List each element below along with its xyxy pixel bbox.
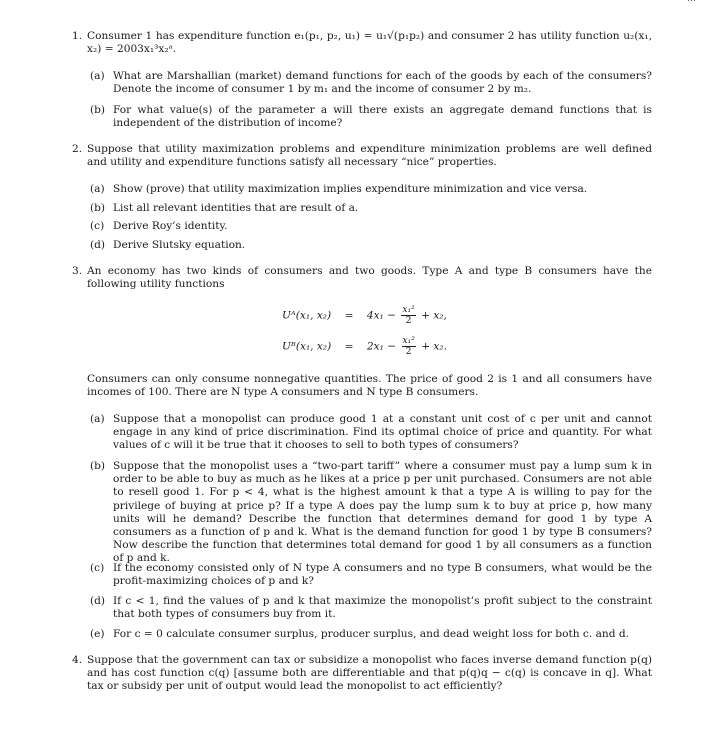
part-text: What are Marshallian (market) demand functions for each of the goods by each of the consumers? Denote the income of consumer 1 by m₁ and the income of consumer 2 by m₂.: [113, 70, 652, 96]
part-label: (c): [90, 220, 105, 232]
part-label: (d): [90, 239, 106, 251]
problem-1-part-b: [90, 104, 652, 130]
problem-3-part-d: [90, 595, 652, 621]
problem-stem: Suppose that utility maximization problems and expenditure minimization problems are well defined and utility and expenditure functions satisfy all necessary “nice” properties.: [87, 143, 652, 169]
problem-2-part-a: [90, 183, 652, 196]
problem-number: 2.: [72, 143, 83, 155]
problem-number: 1.: [72, 30, 83, 42]
equation-equals: =: [344, 309, 354, 322]
fraction-denominator: 2: [405, 316, 412, 326]
problem-2: [72, 143, 652, 169]
problem-3-part-c: [90, 562, 652, 588]
part-label: (a): [90, 70, 105, 82]
problem-3-part-e: [90, 628, 652, 641]
part-label: (a): [90, 183, 105, 195]
equation-type-a: [282, 305, 447, 326]
part-label: (e): [90, 628, 105, 640]
fraction-numerator: x₁²: [402, 305, 415, 315]
part-label: (c): [90, 562, 105, 574]
part-label: (b): [90, 104, 106, 116]
problem-stem: An economy has two kinds of consumers and two goods. Type A and type B consumers have the following utility functions: [87, 265, 652, 291]
equation-equals: =: [344, 340, 354, 353]
equation-term: 2x₁ −: [366, 340, 397, 353]
equation-tail: + x₂,: [421, 309, 447, 322]
header-fragment: [687, 0, 696, 4]
part-text: Suppose that the monopolist uses a “two-part tariff” where a consumer must pay a lump sum k in order to be able to buy as much as he likes at a price p per unit purchased. Consumers are not able to resell good 1. For p < 4, what is the highest amount k that a type A is willing to pay for the privilege of buying at price p? If a type A does pay the lump sum k to buy at price p, how many units will he demand? Describe the function that determines demand for good 1 by type A consumers as a function of p and k. What is the demand function for good 1 by type B consumers? Now describe the function that determines total demand for good 1 by all consumers as a function of p and k.: [113, 460, 652, 565]
equation-lhs: Uᴬ(x₁, x₂): [282, 309, 332, 322]
problem-3-part-b: [90, 460, 652, 566]
problem-context: Consumers can only consume nonnegative quantities. The price of good 2 is 1 and all consumers have incomes of 100. There are N type A consumers and N type B consumers.: [87, 373, 652, 399]
part-label: (d): [90, 595, 106, 607]
problem-3-context: [72, 373, 652, 399]
fraction-numerator: x₁²: [402, 336, 415, 346]
problem-2-part-d: [90, 239, 652, 252]
part-label: (a): [90, 413, 105, 425]
part-text: Suppose that a monopolist can produce good 1 at a constant unit cost of c per unit and cannot engage in any kind of price discrimination. Find its optimal choice of price and quantity. For what values of c will it be true that it chooses to sell to both types of consumers?: [113, 413, 652, 452]
part-text: Derive Roy’s identity.: [113, 220, 228, 232]
problem-number: 3.: [72, 265, 83, 277]
fraction-denominator: 2: [405, 347, 412, 357]
part-label: (b): [90, 460, 106, 472]
part-text: If c < 1, find the values of p and k that maximize the monopolist’s profit subject to the constraint that both types of consumers buy from it.: [113, 595, 652, 621]
problem-stem: Suppose that the government can tax or subsidize a monopolist who faces inverse demand function p(q) and has cost function c(q) [assume both are differentiable and that p(q)q − c(q) is concave in q]. What tax or subsidy per unit of output would lead the monopolist to act efficiently?: [87, 654, 652, 693]
problem-stem: Consumer 1 has expenditure function e₁(p₁, p₂, u₁) = u₁√(p₁p₂) and consumer 2 has utility function u₂(x₁, x₂) = 2003x₁³x₂ᵃ.: [87, 30, 652, 56]
equation-type-b: [282, 336, 447, 357]
part-text: For what value(s) of the parameter a will there exists an aggregate demand functions that is independent of the distribution of income?: [113, 104, 652, 130]
problem-number: 4.: [72, 654, 83, 666]
problem-4: [72, 654, 652, 694]
part-text: Derive Slutsky equation.: [113, 239, 246, 251]
part-text: Show (prove) that utility maximization implies expenditure minimization and vice versa.: [113, 183, 588, 195]
problem-1: [72, 30, 652, 56]
part-label: (b): [90, 202, 106, 214]
problem-1-part-a: [90, 70, 652, 96]
equation-fraction: [402, 336, 416, 357]
problem-3: [72, 265, 652, 291]
part-text: List all relevant identities that are result of a.: [113, 202, 359, 214]
part-text: If the economy consisted only of N type A consumers and no type B consumers, what would be the profit-maximizing choices of p and k?: [113, 562, 652, 588]
equation-term: 4x₁ −: [366, 309, 397, 322]
problem-2-part-b: [90, 202, 652, 215]
equation-tail: + x₂.: [421, 340, 448, 353]
problem-3-part-a: [90, 413, 652, 453]
equation-fraction: [401, 305, 415, 326]
equation-lhs: Uᴮ(x₁, x₂): [282, 340, 332, 353]
problem-2-part-c: [90, 220, 652, 233]
part-text: For c = 0 calculate consumer surplus, producer surplus, and dead weight loss for both c. and d.: [113, 628, 630, 640]
